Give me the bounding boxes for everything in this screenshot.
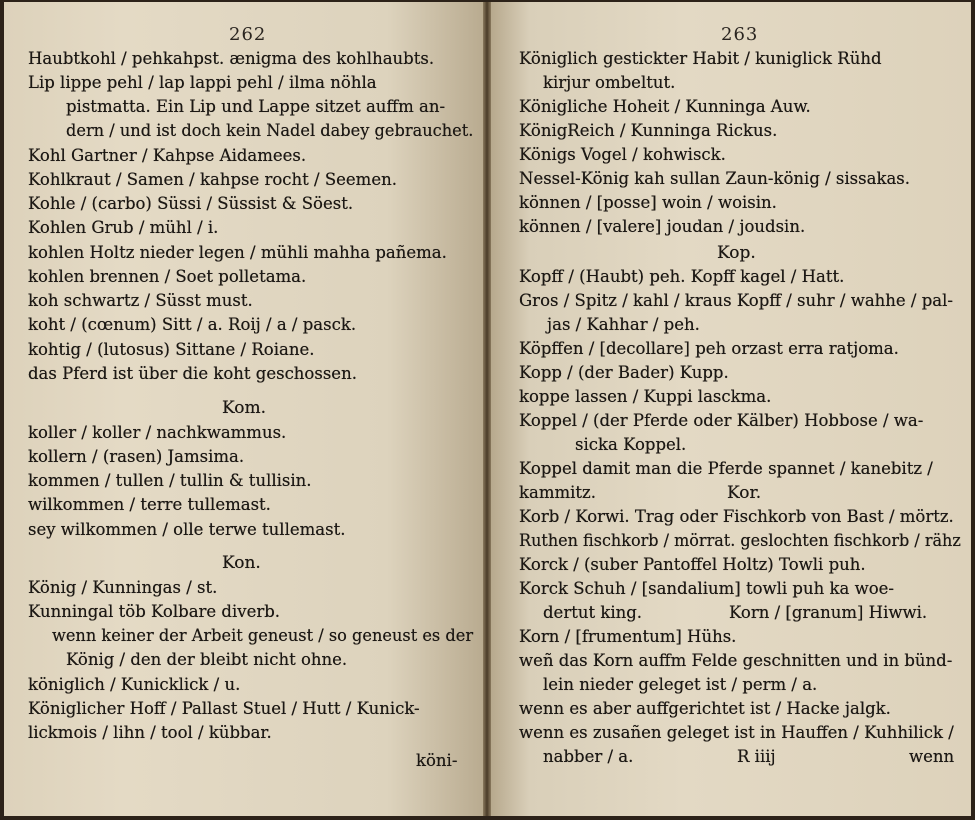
text-line: Kohle / (carbo) Süssi / Süssist & Söest. — [28, 194, 354, 213]
text-line: Korn / [frumentum] Hühs. — [519, 627, 737, 646]
text-line: koller / koller / nachkwammus. — [28, 423, 287, 442]
text-line: Kohlen Grub / mühl / i. — [28, 218, 219, 237]
text-line: kommen / tullen / tullin & tullisin. — [28, 471, 312, 490]
text-line: Kopff / (Haubt) peh. Kopff kagel / Hatt. — [519, 267, 845, 286]
text-line: jas / Kahhar / peh. — [547, 315, 700, 334]
text-line: lickmois / lihn / tool / kübbar. — [28, 723, 272, 742]
text-line: dern / und ist doch kein Nadel dabey gebrauchet. — [66, 121, 474, 140]
text-line: wenn keiner der Arbeit geneust / so geneust es der — [52, 626, 474, 645]
text-line: dertut king. — [543, 603, 643, 622]
text-line: kammitz. — [519, 483, 596, 502]
section-heading: Kon. — [222, 553, 261, 573]
text-line: Korck Schuh / [sandalium] towli puh ka woe- — [519, 579, 894, 598]
text-line: kohlen Holtz nieder legen / mühli mahha pañema. — [28, 243, 447, 262]
text-line: Königliche Hoheit / Kunninga Auw. — [519, 97, 811, 116]
text-line: Korb / Korwi. Trag oder Fischkorb von Bast / mörtz. — [519, 507, 954, 526]
text-line: Kunningal töb Kolbare diverb. — [28, 602, 281, 621]
signature-mark: R iiij — [737, 747, 776, 766]
text-line: Königlicher Hoff / Pallast Stuel / Hutt / Kunick- — [28, 699, 420, 718]
text-line: Koppel damit man die Pferde spannet / kanebitz / — [519, 459, 933, 478]
book-spread — [4, 2, 971, 816]
text-line: können / [posse] woin / woisin. — [519, 193, 777, 212]
section-heading: Kom. — [222, 398, 267, 418]
text-line: koht / (cœnum) Sitt / a. Roij / a / pasck. — [28, 315, 357, 334]
section-heading: Kop. — [717, 243, 756, 263]
text-line: das Pferd ist über die koht geschossen. — [28, 364, 357, 383]
text-line: Lip lippe pehl / lap lappi pehl / ilma nöhla — [28, 73, 377, 92]
text-line: sicka Koppel. — [575, 435, 687, 454]
text-line: KönigReich / Kunninga Rickus. — [519, 121, 778, 140]
text-line: kollern / (rasen) Jamsima. — [28, 447, 245, 466]
text-line: pistmatta. Ein Lip und Lappe sitzet auffm an- — [66, 97, 446, 116]
page-number: 263 — [721, 24, 759, 45]
text-line: Korck / (suber Pantoffel Holtz) Towli puh. — [519, 555, 866, 574]
text-line: kirjur ombeltut. — [543, 73, 676, 92]
text-line: königlich / Kunicklick / u. — [28, 675, 241, 694]
text-line: Kohlkraut / Samen / kahpse rocht / Seemen. — [28, 170, 397, 189]
text-line: Korn / [granum] Hiwwi. — [729, 603, 928, 622]
text-line: Königlich gestickter Habit / kuniglick Rühd — [519, 49, 882, 68]
text-line: kohtig / (lutosus) Sittane / Roiane. — [28, 340, 315, 359]
left-page — [4, 2, 483, 816]
text-line: koppe lassen / Kuppi lasckma. — [519, 387, 772, 406]
text-line: können / [valere] joudan / joudsin. — [519, 217, 806, 236]
text-line: wenn es zusañen geleget ist in Hauffen / Kuhhilick / — [519, 723, 954, 742]
text-line: Gros / Spitz / kahl / kraus Kopff / suhr / wahhe / pal- — [519, 291, 953, 310]
text-line: Köpffen / [decollare] peh orzast erra ratjoma. — [519, 339, 899, 358]
text-line: sey wilkommen / olle terwe tullemast. — [28, 520, 346, 539]
text-line: König / Kunningas / st. — [28, 578, 218, 597]
book-gutter — [483, 2, 491, 816]
text-line: Ruthen fischkorb / mörrat. geslochten fischkorb / rähz — [519, 531, 961, 550]
text-line: Nessel-König kah sullan Zaun-könig / sissakas. — [519, 169, 910, 188]
text-line: kohlen brennen / Soet polletama. — [28, 267, 307, 286]
text-line: weñ das Korn auffm Felde geschnitten und in bünd- — [519, 651, 953, 670]
text-line: nabber / a. — [543, 747, 634, 766]
text-line: Kopp / (der Bader) Kupp. — [519, 363, 729, 382]
page-number: 262 — [229, 24, 267, 45]
text-line: Kohl Gartner / Kahpse Aidamees. — [28, 146, 307, 165]
right-page — [491, 2, 971, 816]
text-line: König / den der bleibt nicht ohne. — [66, 650, 348, 669]
text-line: wenn es aber auffgerichtet ist / Hacke jalgk. — [519, 699, 891, 718]
text-line: Königs Vogel / kohwisck. — [519, 145, 726, 164]
section-heading: Kor. — [727, 483, 762, 503]
text-line: koh schwartz / Süsst must. — [28, 291, 253, 310]
text-line: Koppel / (der Pferde oder Kälber) Hobbose / wa- — [519, 411, 924, 430]
text-line: lein nieder geleget ist / perm / a. — [543, 675, 818, 694]
catchword: wenn — [909, 747, 955, 766]
text-line: wilkommen / terre tullemast. — [28, 495, 271, 514]
catchword: köni- — [416, 751, 458, 770]
text-line: Haubtkohl / pehkahpst. ænigma des kohlhaubts. — [28, 49, 435, 68]
